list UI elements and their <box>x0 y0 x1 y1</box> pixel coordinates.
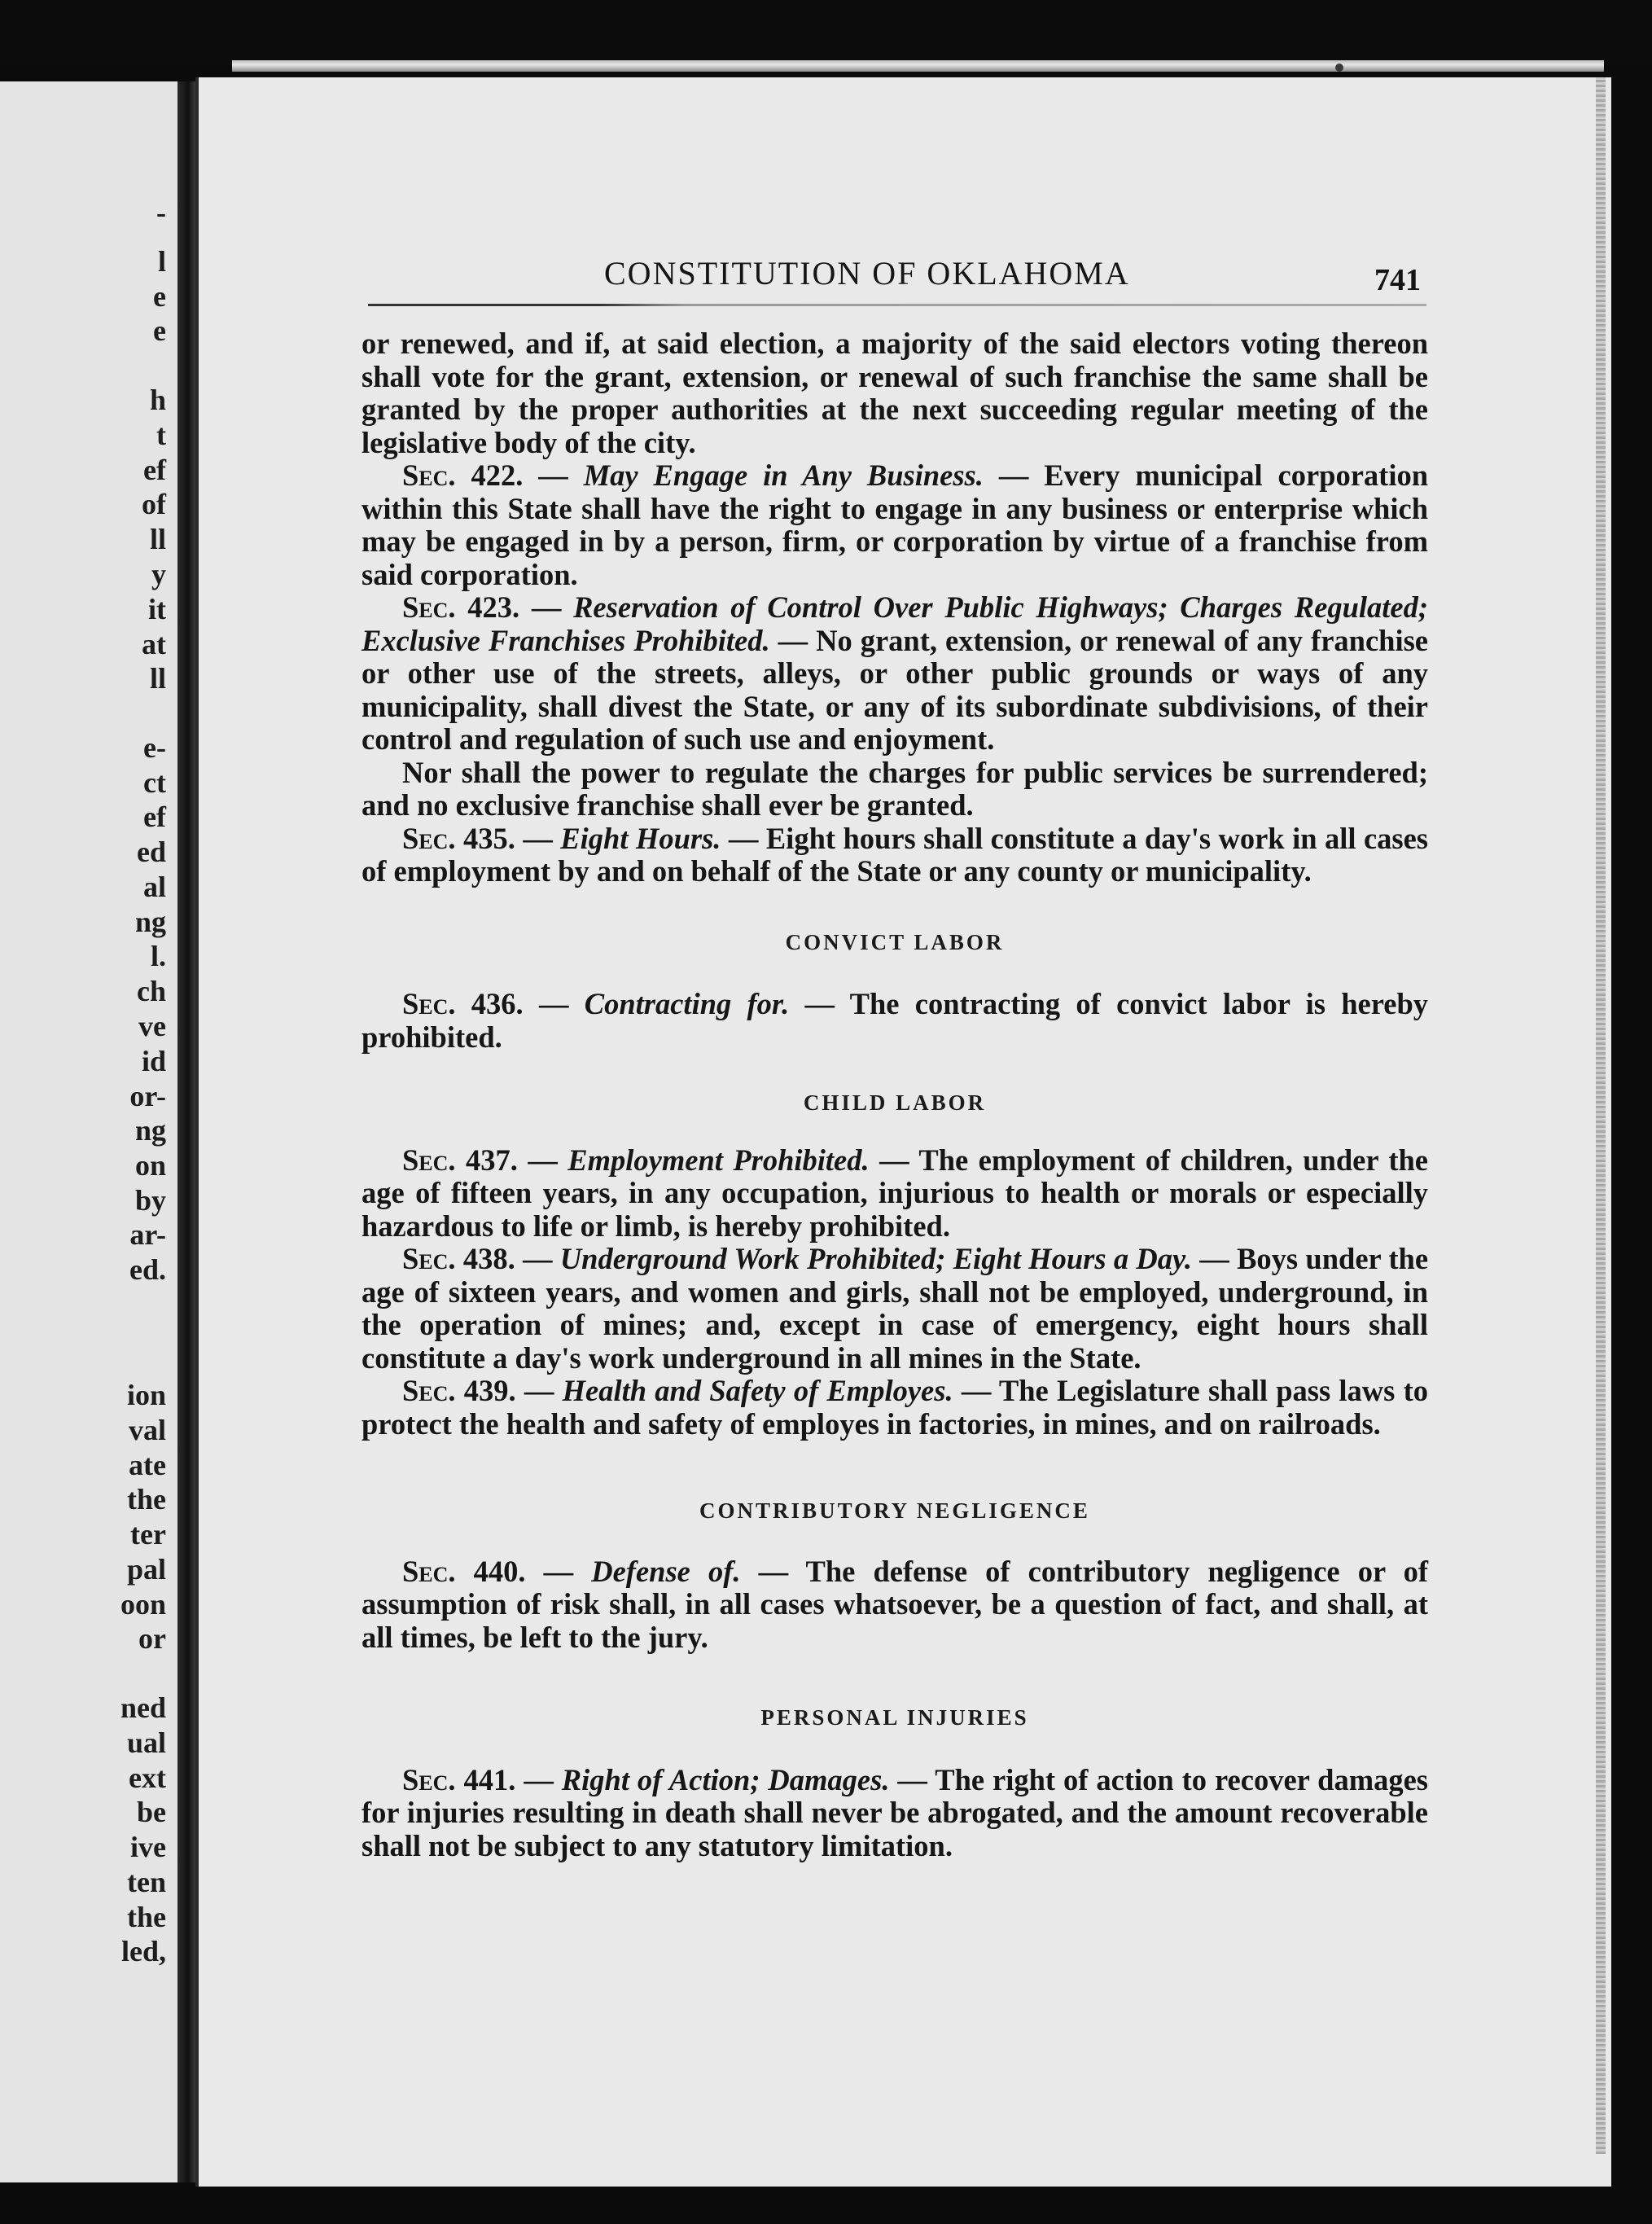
left-page-line-fragment: al <box>142 871 166 903</box>
left-page-line-fragment: h <box>149 384 166 416</box>
left-page-line-fragment: val <box>128 1414 166 1446</box>
left-page-line-fragment: ll <box>149 523 166 555</box>
left-page-line-fragment: of <box>142 488 166 520</box>
left-page-line-fragment: ar- <box>129 1218 166 1251</box>
left-page-line-fragment: ef <box>143 454 166 486</box>
left-page-line-fragment: ext <box>129 1761 166 1794</box>
top-page-edge <box>232 60 1604 72</box>
left-page-line-fragment: ll <box>149 662 166 695</box>
left-page-line-fragment: on <box>134 1149 166 1182</box>
left-page-line-fragment: or <box>138 1622 166 1655</box>
left-page-line-fragment: led, <box>121 1935 166 1967</box>
section-number: Sec. 438. <box>402 1242 515 1275</box>
section-text: No grant, extension, or renewal of any franchise or other use of the streets, alleys, or other public grounds or ways of any municipality, shall divest the State, or any of its subordinate subdivisions, of their control and regulation of such use and enjoyment. <box>362 623 1429 756</box>
section-text: Every municipal corporation within this State shall have the right to engage in any business or enterprise which may be engaged in by a person, firm, or corporation by virtue of a franchise from said corporation. <box>362 458 1429 591</box>
header-rule <box>368 304 1426 306</box>
left-page-line-fragment: it <box>148 593 166 625</box>
paragraph: Nor shall the power to regulate the charges for public services be surrendered; and no exclusive franchise shall ever be granted. <box>362 755 1428 822</box>
left-page-line-fragment: ual <box>126 1726 166 1759</box>
left-page-fragment <box>0 81 180 2182</box>
left-page-line-fragment: e <box>153 280 166 313</box>
section-441: Sec. 441. — Right of Action; Damages. — The right of action to recover damages for injuries resulting in death shall never be abrogated, and the amount recoverable shall not be subject to any statutory limitation. <box>362 1762 1429 1862</box>
section-number: Sec. 436. <box>402 987 524 1020</box>
left-page-line-fragment: the <box>127 1901 166 1933</box>
left-page-line-fragment: ned <box>120 1691 166 1724</box>
left-page-line-fragment: l <box>157 245 166 278</box>
section-title: Reservation of Control Over Public Highways; Charges Regulated; Exclusive Franchises Prohibited. <box>362 590 1429 657</box>
section-number: Sec. 423. <box>402 590 520 624</box>
left-page-line-fragment: ng <box>134 1114 166 1147</box>
left-page-line-fragment: ed. <box>129 1253 166 1286</box>
left-page-line-fragment: oon <box>120 1588 166 1621</box>
section-title: Defense of. <box>591 1554 741 1588</box>
left-page-line-fragment: the <box>127 1483 166 1516</box>
section-title: Underground Work Prohibited; Eight Hours a Day. <box>559 1242 1192 1275</box>
heading-child-labor: CHILD LABOR <box>803 1090 987 1115</box>
section-number: Sec. 435. <box>402 821 515 855</box>
section-438: Sec. 438. — Underground Work Prohibited; Eight Hours a Day. — Boys under the age of sixteen years, and women and girls, shall not be employed, underground, in the operation of mines; and, except in case of emergency, eight hours shall constitute a day's work underground in all mines in the State. <box>362 1242 1429 1375</box>
section-number: Sec. 441. <box>402 1762 516 1796</box>
left-page-line-fragment: be <box>137 1796 166 1828</box>
section-title: Eight Hours. <box>560 821 721 855</box>
left-page-line-fragment: at <box>142 628 166 660</box>
left-page-line-fragment: y <box>151 558 166 590</box>
left-page-line-fragment: ng <box>134 906 166 938</box>
section-422: Sec. 422. — May Engage in Any Business. — Every municipal corporation within this State shall have the right to engage in any business or enterprise which may be engaged in by a person, firm, or corporation by virtue of a franchise from said corporation. <box>362 458 1429 591</box>
section-title: Contracting for. <box>584 987 790 1020</box>
left-page-line-fragment: ate <box>129 1449 166 1481</box>
left-page-line-fragment: by <box>134 1184 166 1217</box>
left-page-line-fragment: e <box>153 314 166 347</box>
page-number: 741 <box>1374 263 1421 297</box>
page-edge-shadow <box>1596 77 1606 2154</box>
left-page-line-fragment: ch <box>137 975 166 1007</box>
section-text: The employment of children, under the age of fifteen years, in any occupation, injurious to health or morals or especially hazardous to life or limb, is hereby prohibited. <box>362 1143 1429 1243</box>
section-437: Sec. 437. — Employment Prohibited. — The employment of children, under the age of fifteen years, in any occupation, injurious to health or morals or especially hazardous to life or limb, is hereby prohibited. <box>362 1143 1429 1243</box>
section-text: Boys under the age of sixteen years, and women and girls, shall not be employed, underground, in the operation of mines; and, except in case of emergency, eight hours shall constitute a day's work underground in all mines in the State. <box>362 1242 1429 1375</box>
section-text: The right of action to recover damages for injuries resulting in death shall never be abrogated, and the amount recoverable shall not be subject to any statutory limitation. <box>362 1762 1429 1862</box>
left-page-line-fragment: e- <box>143 731 166 764</box>
left-page-line-fragment: ion <box>126 1379 166 1411</box>
left-page-line-fragment: ive <box>130 1831 166 1863</box>
heading-convict-labor: CONVICT LABOR <box>785 929 1005 954</box>
section-440: Sec. 440. — Defense of. — The defense of contributory negligence or of assumption of risk shall, in all cases whatsoever, be a question of fact, and shall, at all times, be left to the jury. <box>362 1554 1429 1654</box>
section-435: Sec. 435. — Eight Hours. — Eight hours shall constitute a day's work in all cases of employment by and on behalf of the State or any county or municipality. <box>362 821 1429 888</box>
section-title: May Engage in Any Business. <box>583 458 984 492</box>
section-title: Health and Safety of Employes. <box>562 1374 953 1407</box>
section-436: Sec. 436. — Contracting for. — The contracting of convict labor is hereby prohibited. <box>362 987 1429 1054</box>
left-page-line-fragment: t <box>156 419 166 451</box>
page-body <box>362 327 1428 1862</box>
section-text: The contracting of convict labor is hereby prohibited. <box>362 987 1429 1054</box>
book-gutter <box>177 81 195 2182</box>
left-page-line-fragment: l. <box>150 940 166 972</box>
heading-personal-injuries: PERSONAL INJURIES <box>760 1705 1029 1730</box>
left-page-line-fragment: ed <box>137 836 166 868</box>
section-text: The Legislature shall pass laws to protect the health and safety of employes in factories, in mines, and on railroads. <box>362 1374 1429 1441</box>
section-text: The defense of contributory negligence or of assumption of risk shall, in all cases whatsoever, be a question of fact, and shall, at all times, be left to the jury. <box>362 1554 1429 1654</box>
left-page-line-fragment: ve <box>138 1010 166 1042</box>
paragraph: or renewed, and if, at said election, a majority of the said electors voting thereon shall vote for the grant, extension, or renewal of such franchise the same shall be granted by the proper authorities at the next succeeding regular meeting of the legislative body of the city. <box>362 327 1428 459</box>
left-page-line-fragment: pal <box>126 1553 166 1586</box>
left-page-line-fragment: ct <box>143 766 166 799</box>
ink-speck <box>1335 64 1343 72</box>
heading-contributory-negligence: CONTRIBUTORY NEGLIGENCE <box>699 1498 1090 1523</box>
section-number: Sec. 422. <box>402 458 524 492</box>
section-number: Sec. 440. <box>402 1554 526 1588</box>
section-number: Sec. 437. <box>402 1143 518 1177</box>
section-number: Sec. 439. <box>402 1374 516 1407</box>
left-page-line-fragment: ef <box>143 801 166 833</box>
left-page-line-fragment: id <box>141 1045 166 1077</box>
running-head: CONSTITUTION OF OKLAHOMA <box>604 255 1130 292</box>
left-page-line-fragment: ter <box>130 1518 166 1551</box>
left-page-line-fragment: or- <box>129 1080 166 1112</box>
section-title: Right of Action; Damages. <box>561 1762 890 1796</box>
section-439: Sec. 439. — Health and Safety of Employes. — The Legislature shall pass laws to protect the health and safety of employes in factories, in mines, and on railroads. <box>362 1374 1429 1441</box>
left-page-line-fragment: - <box>156 196 166 229</box>
section-text: Eight hours shall constitute a day's work in all cases of employment by and on behalf of the State or any county or municipality. <box>362 821 1429 888</box>
top-book-edge <box>0 0 1652 65</box>
section-title: Employment Prohibited. <box>567 1143 870 1177</box>
section-423: Sec. 423. — Reservation of Control Over Public Highways; Charges Regulated; Exclusive Franchises Prohibited. — No grant, extension, or renewal of any franchise or other use of the streets, alleys, or other public grounds or ways of any municipality, shall divest the State, or any of its subordinate subdivisions, of their control and regulation of such use and enjoyment. <box>362 590 1429 756</box>
left-page-line-fragment: ten <box>127 1866 166 1898</box>
